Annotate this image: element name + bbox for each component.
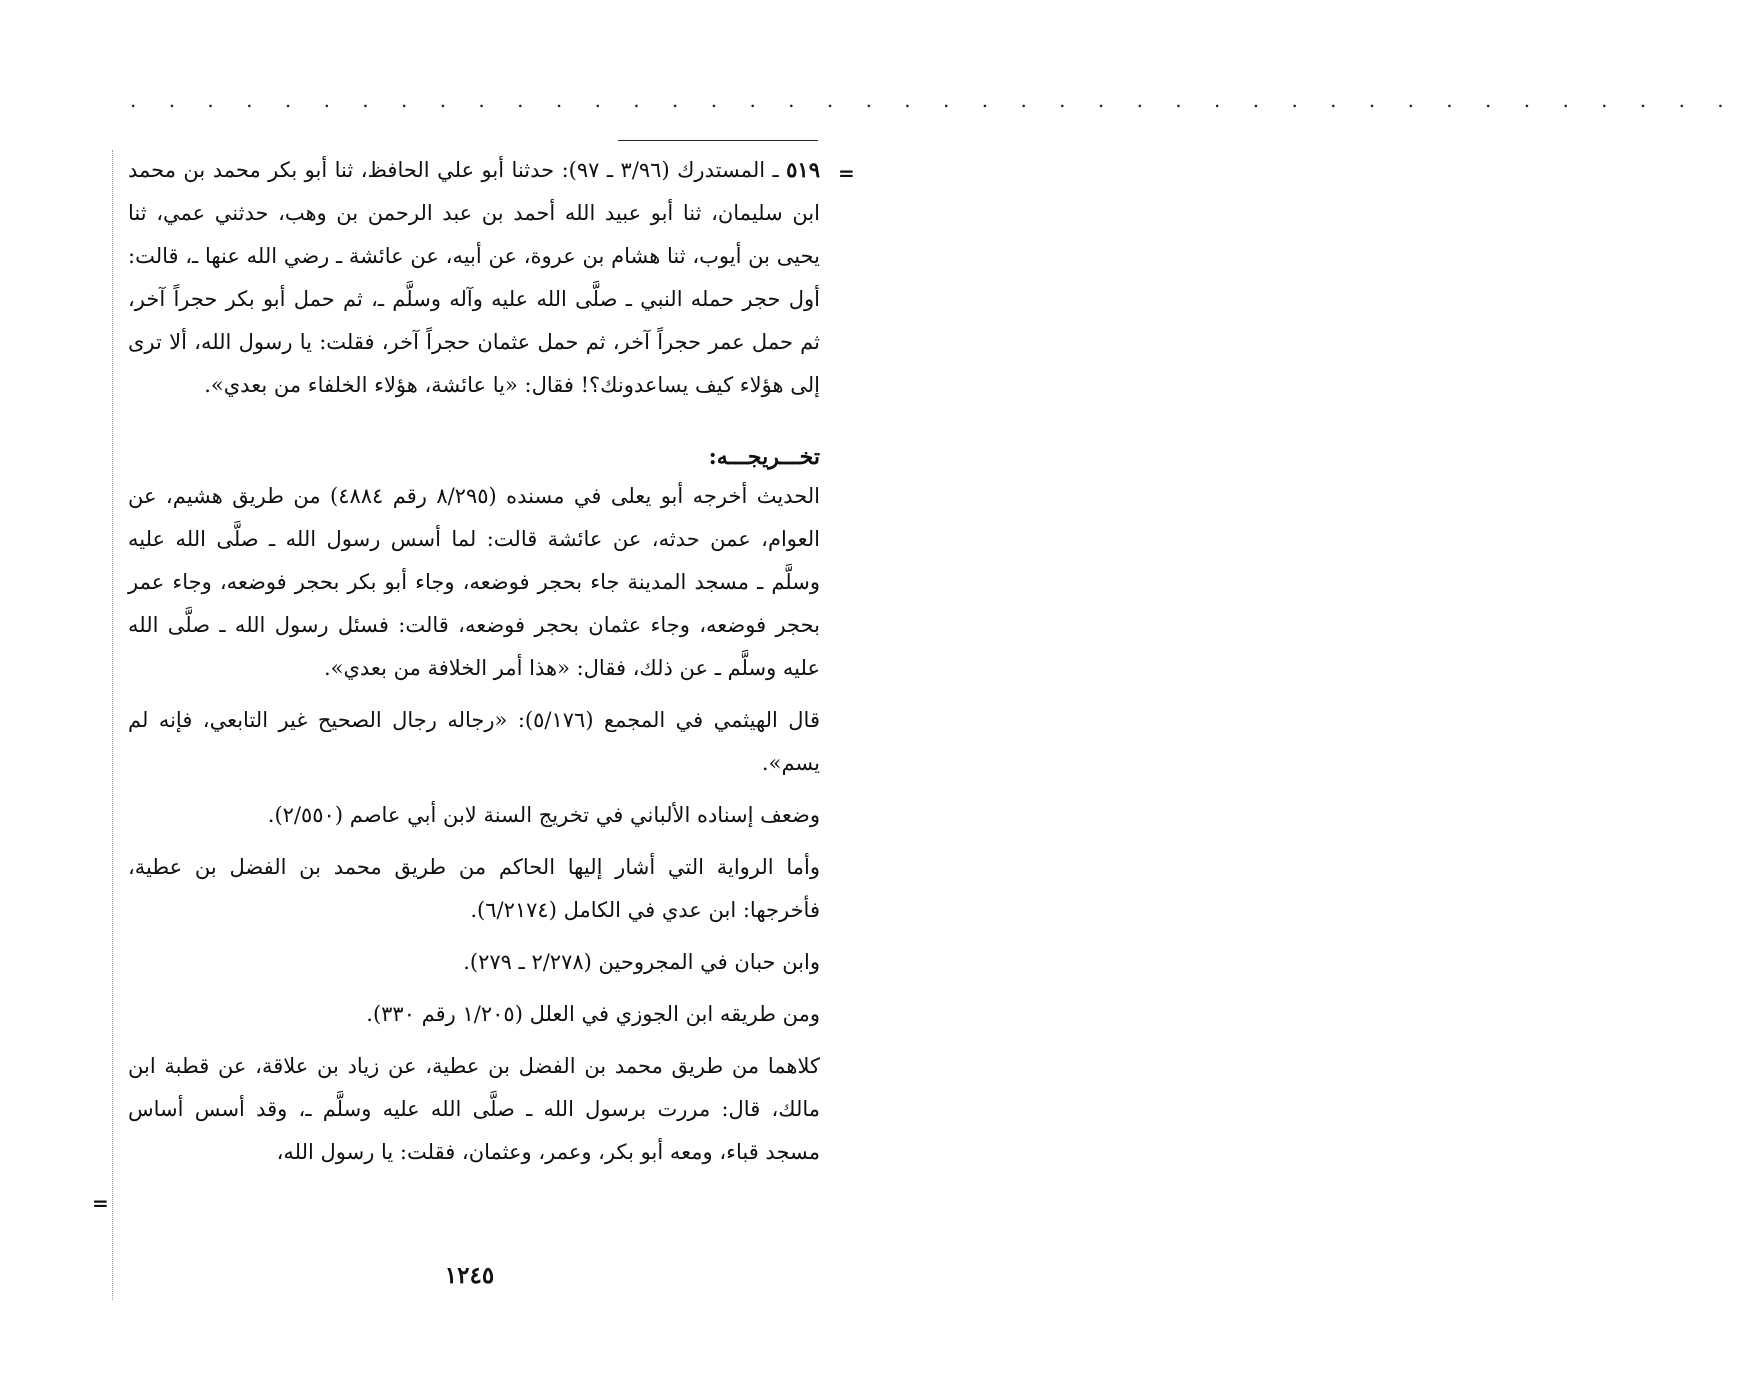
paragraph-ibn-hibban: وابن حبان في المجروحين (٢/٢٧٨ ـ ٢٧٩). [463, 950, 820, 974]
paragraph-ibn-jawzi: ومن طريقه ابن الجوزي في العلل (١/٢٠٥ رقم ٣٣٠). [366, 1002, 820, 1026]
page-content [128, 148, 820, 1183]
paragraph-qutba: كلاهما من طريق محمد بن الفضل بن عطية، عن زياد بن علاقة، عن قطبة ابن مالك، قال: مررت برسول الله ـ صلَّى الله عليه وسلَّم ـ، وقد أسس أساس مسجد قباء، ومعه أبو بكر، وعمر، وعثمان، فقلت: يا رسول الله، [128, 1054, 820, 1164]
page-number: ١٢٤٥ [444, 1262, 495, 1289]
hadith-entry [128, 148, 820, 407]
continuation-mark-top: = [838, 161, 855, 185]
continuation-mark-bottom: = [92, 1191, 109, 1215]
paragraph-abu-yala: الحديث أخرجه أبو يعلى في مسنده (٨/٢٩٥ رقم ٤٨٨٤) من طريق هشيم، عن العوام، عمن حدثه، عن عائشة قالت: لما أسس رسول الله ـ صلَّى الله عليه وسلَّم ـ مسجد المدينة جاء بحجر فوضعه، وجاء أبو بكر بحجر فوضعه، وجاء عمر بحجر فوضعه، وجاء عثمان بحجر فوضعه، قالت: فسئل رسول الله ـ صلَّى الله عليه وسلَّم ـ عن ذلك، فقال: «هذا أمر الخلافة من بعدي». [128, 484, 820, 680]
entry-text: ـ المستدرك (٣/٩٦ ـ ٩٧): حدثنا أبو علي الحافظ، ثنا أبو بكر محمد بن محمد ابن سليمان، ثنا أبو عبيد الله أحمد بن عبد الرحمن بن وهب، حدثني عمي، ثنا يحيى بن أيوب، ثنا هشام بن عروة، عن أبيه، عن عائشة ـ رضي الله عنها ـ، قالت: أول حجر حمله النبي ـ صلَّى الله عليه وآله وسلَّم ـ، ثم حمل أبو بكر حجراً آخر، ثم حمل عمر حجراً آخر، ثم حمل عثمان حجراً آخر، فقلت: يا رسول الله، ألا ترى إلى هؤلاء كيف يساعدونك؟! فقال: «يا عائشة، هؤلاء الخلفاء من بعدي». [128, 158, 820, 397]
dotted-separator: . . . . . . . . . . . . . . . . . . . . . . . . . . . . . . . . . . . . . . . . . . [130, 88, 1737, 112]
paragraph-hakim-riwaya: وأما الرواية التي أشار إليها الحاكم من طريق محمد بن الفضل بن عطية، فأخرجها: ابن عدي في الكامل (٦/٢١٧٤). [128, 855, 820, 922]
takhrij-heading: تخـــريجـــه: [708, 444, 820, 470]
paragraph-haythami: قال الهيثمي في المجمع (٥/١٧٦): «رجاله رجال الصحيح غير التابعي، فإنه لم يسم». [128, 708, 820, 775]
margin-guide-line [112, 150, 113, 1300]
paragraph-albani: وضعف إسناده الألباني في تخريج السنة لابن أبي عاصم (٢/٥٥٠). [267, 803, 820, 827]
entry-number: ٥١٩ [786, 157, 820, 182]
footnote-rule [618, 140, 818, 141]
